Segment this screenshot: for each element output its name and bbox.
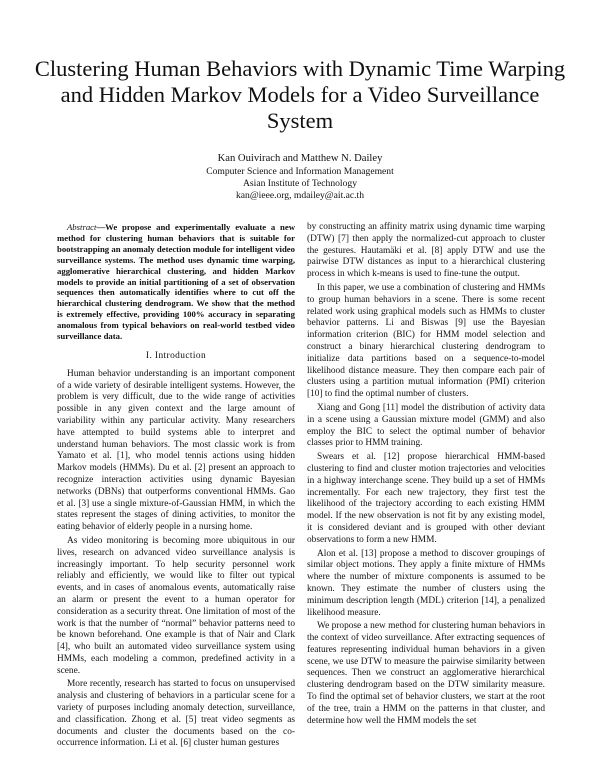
affiliation-block [30,166,570,202]
author-names: Kan Ouivirach and Matthew N. Dailey [217,153,383,164]
left-column [57,222,295,752]
affiliation-department: Computer Science and Information Management [206,166,394,177]
intro-paragraph-3: More recently, research has started to focus on unsupervised analysis and clustering of behaviors in a particular scene for a variety of purposes including anomaly detection, surveillance, and classification. Zhong et al. [5] treat video segments as documents and cluster the documents based on the co-occurrence information. Li et al. [6] cluster human gestures [57,679,295,749]
body-paragraph-6: We propose a new method for clustering human behaviors in the context of video surveillance. After extracting sequences of features representing individual human behaviors in a given scene, we use DTW to measure the pairwise similarity between sequences. Then we construct an agglomerative hierarchical clustering dendrogram based on the DTW similarity measure. To find the optimal set of behavior clusters, we start at the root of the tree, train a HMM on the patterns in that cluster, and determine how well the HMM models the set [307,621,545,726]
abstract [57,222,295,342]
body-paragraph-1: by constructing an affinity matrix using dynamic time warping (DTW) [7] then apply the normalized-cut approach to cluster the gestures. Hautamäki et al. [8] apply DTW and use the pairwise DTW distances as input to a hierarchical clustering process in which k-means is used to fine-tune the output. [307,222,545,280]
body-paragraph-3: Xiang and Gong [11] model the distribution of activity data in a scene using a Gaussian mixture model (GMM) and also employ the BIC to select the optimal number of behavior classes prior to HMM training. [307,402,545,449]
affiliation-institute: Asian Institute of Technology [243,178,357,189]
right-column [307,222,545,729]
abstract-text: —We propose and experimentally evaluate a new method for clustering human behaviors that is suitable for bootstrapping an anomaly detection module for intelligent video surveillance systems. The method uses dynamic time warping, agglomerative hierarchical clustering, and hidden Markov models to provide an initial partitioning of a set of observation sequences then automatically identifies where to cut off the hierarchical clustering dendrogram. We show that the method is extremely effective, providing 100% accuracy in separating anomalous from typical behaviors on real-world testbed video surveillance data. [57,222,295,342]
paper-title: Clustering Human Behaviors with Dynamic Time Warping and Hidden Markov Models for a Video Surveillance System [34,56,566,133]
body-paragraph-2: In this paper, we use a combination of clustering and HMMs to group human behaviors in a scene. There is some recent related work using graphical models such as HMMs to cluster behavior patterns. Li and Biswas [9] use the Bayesian information criterion (BIC) for HMM model selection and construct a binary hierarchical clustering dendrogram to initialize data partitions based on a sequence-to-model likelihood distance measure. They then compare each pair of clusters using a partition mutual information (PMI) criterion [10] to find the optimal number of clusters. [307,282,545,400]
intro-paragraph-1: Human behavior understanding is an important component of a wide variety of desirable intelligent systems. However, the problem is very difficult, due to the wide range of activities possible in any given context and the large amount of variability within any particular activity. Many researchers have attempted to build systems able to interpret and understand human behaviors. The most classic work is from Yamato et al. [1], who model tennis actions using hidden Markov models (HMMs). Du et al. [2] present an approach to recognize interaction activities using dynamic Bayesian networks (DBNs) that outperforms conventional HMMs. Gao et al. [3] use a single mixture-of-Gaussian HMM, in which the states represent the stages of dining activities, to monitor the eating behavior of elderly people in a nursing home. [57,368,295,533]
intro-paragraph-2: As video monitoring is becoming more ubiquitous in our lives, research on advanced video surveillance analysis is increasingly important. To help security personnel work reliably and efficiently, we would like to filter out typical events, and in cases of anomalous events, automatically raise an alarm or present the event to a human operator for consideration as a security threat. One limitation of most of the work is that the number of “normal” behavior patterns need to be known beforehand. One example is that of Nair and Clark [4], who built an automated video surveillance system using HMMs, each modeling a common, predefined activity in a scene. [57,535,295,676]
section-heading-introduction: I. Introduction [145,350,207,361]
body-paragraph-4: Swears et al. [12] propose hierarchical HMM-based clustering to find and cluster motion trajectories and velocities in a highway interchange scene. They build up a set of HMMs incrementally. For each new trajectory, they first test the likelihood of the trajectory according to each existing HMM model. If the new observation is not fit by any existing model, it is considered deviant and is grouped with other deviant observations to form a new HMM. [307,452,545,545]
author-emails: kan@ieee.org, mdailey@ait.ac.th [235,190,365,201]
body-paragraph-5: Alon et al. [13] propose a method to discover groupings of similar object motions. They apply a finite mixture of HMMs where the number of mixture components is assumed to be known. They estimate the number of clusters using the minimum description length (MDL) criterion [14], a penalized likelihood measure. [307,548,545,618]
abstract-label: Abstract [67,222,97,232]
